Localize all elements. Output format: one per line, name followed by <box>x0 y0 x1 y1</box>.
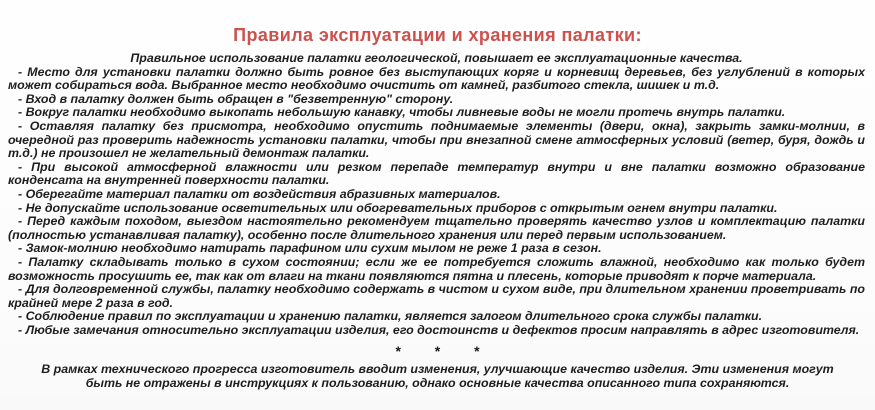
rule-item: - Не допускайте использование осветительных или обогревательных приборов с открытым огнем внутри палатки. <box>18 200 778 215</box>
intro-text: Правильное использование палатки геологической, повышает ее эксплуатационные качества. <box>130 51 743 65</box>
rule-item: - Перед каждым походом, выездом настоятельно рекомендуем тщательно проверять качество узлов и комплектацию палатки (полностью устанавливая палатку), особенно после длительного хранения или перед первым использованием. <box>8 214 865 242</box>
rule-item: - Палатку складывать только в сухом состоянии; если же ее потребуется сложить влажной, необходимо как только будет возможность просушить ее, так как от влаги на ткани появляются пятна и плесень, которые приводят к порче материала. <box>8 254 865 283</box>
rule-item: - При высокой атмосферной влажности или резком перепаде температур внутри и вне палатки возможно образование конденсата на внутренней поверхности палатки. <box>8 159 865 188</box>
rule-item: - Для долговременной службы, палатку необходимо содержать в чистом и сухом виде, при длительном хранении проветривать по крайней мере 2 раза в год. <box>8 282 865 310</box>
rule-item: - Любые замечания относительно эксплуатации изделия, его достоинств и дефектов просим направлять в адрес изготовителя. <box>18 322 860 337</box>
amendment-note: В рамках технического прогресса изготовитель вводит изменения, улучшающие качество изделия. Эти изменения могут быть не отражены в инструкциях к пользованию, однако основные качества описанного типа сохраняются. <box>41 362 834 391</box>
page-title: Правила эксплуатации и хранения палатки: <box>233 25 642 45</box>
rule-item: - Оберегайте материал палатки от воздействия абразивных материалов. <box>18 186 501 201</box>
rule-item: - Замок-молнию необходимо натирать парафином или сухим мылом не реже 1 раза в сезон. <box>18 241 602 256</box>
rule-item: - Вокруг палатки необходимо выкопать небольшую канавку, чтобы ливневые воды не могли протечь внутрь палатки. <box>18 105 786 120</box>
rules-section <box>0 46 875 337</box>
asterisk-separator: * * * <box>395 343 480 360</box>
rule-item: - Место для установки палатки должно быть ровное без выступающих коряг и корневищ деревьев, без углублений в которых может собираться вода. Выбранное место необходимо очистить от камней, разбитого стекла, шишек и т.д. <box>8 64 865 93</box>
rule-item: - Вход в палатку должен быть обращен в "безветренную" сторону. <box>18 91 454 106</box>
rule-item: - Оставляя палатку без присмотра, необходимо опустить поднимаемые элементы (двери, окна), закрыть замки-молнии, в очередной раз проверить надежность установки палатки, чтобы при внезапной смене атмосферных условий (ветер, буря, дождь и т.д.) не произошел не желательный демонтаж палатки. <box>8 118 865 161</box>
rule-item: - Соблюдение правил по эксплуатации и хранению палатки, является залогом длительного срока службы палатки. <box>18 309 763 324</box>
